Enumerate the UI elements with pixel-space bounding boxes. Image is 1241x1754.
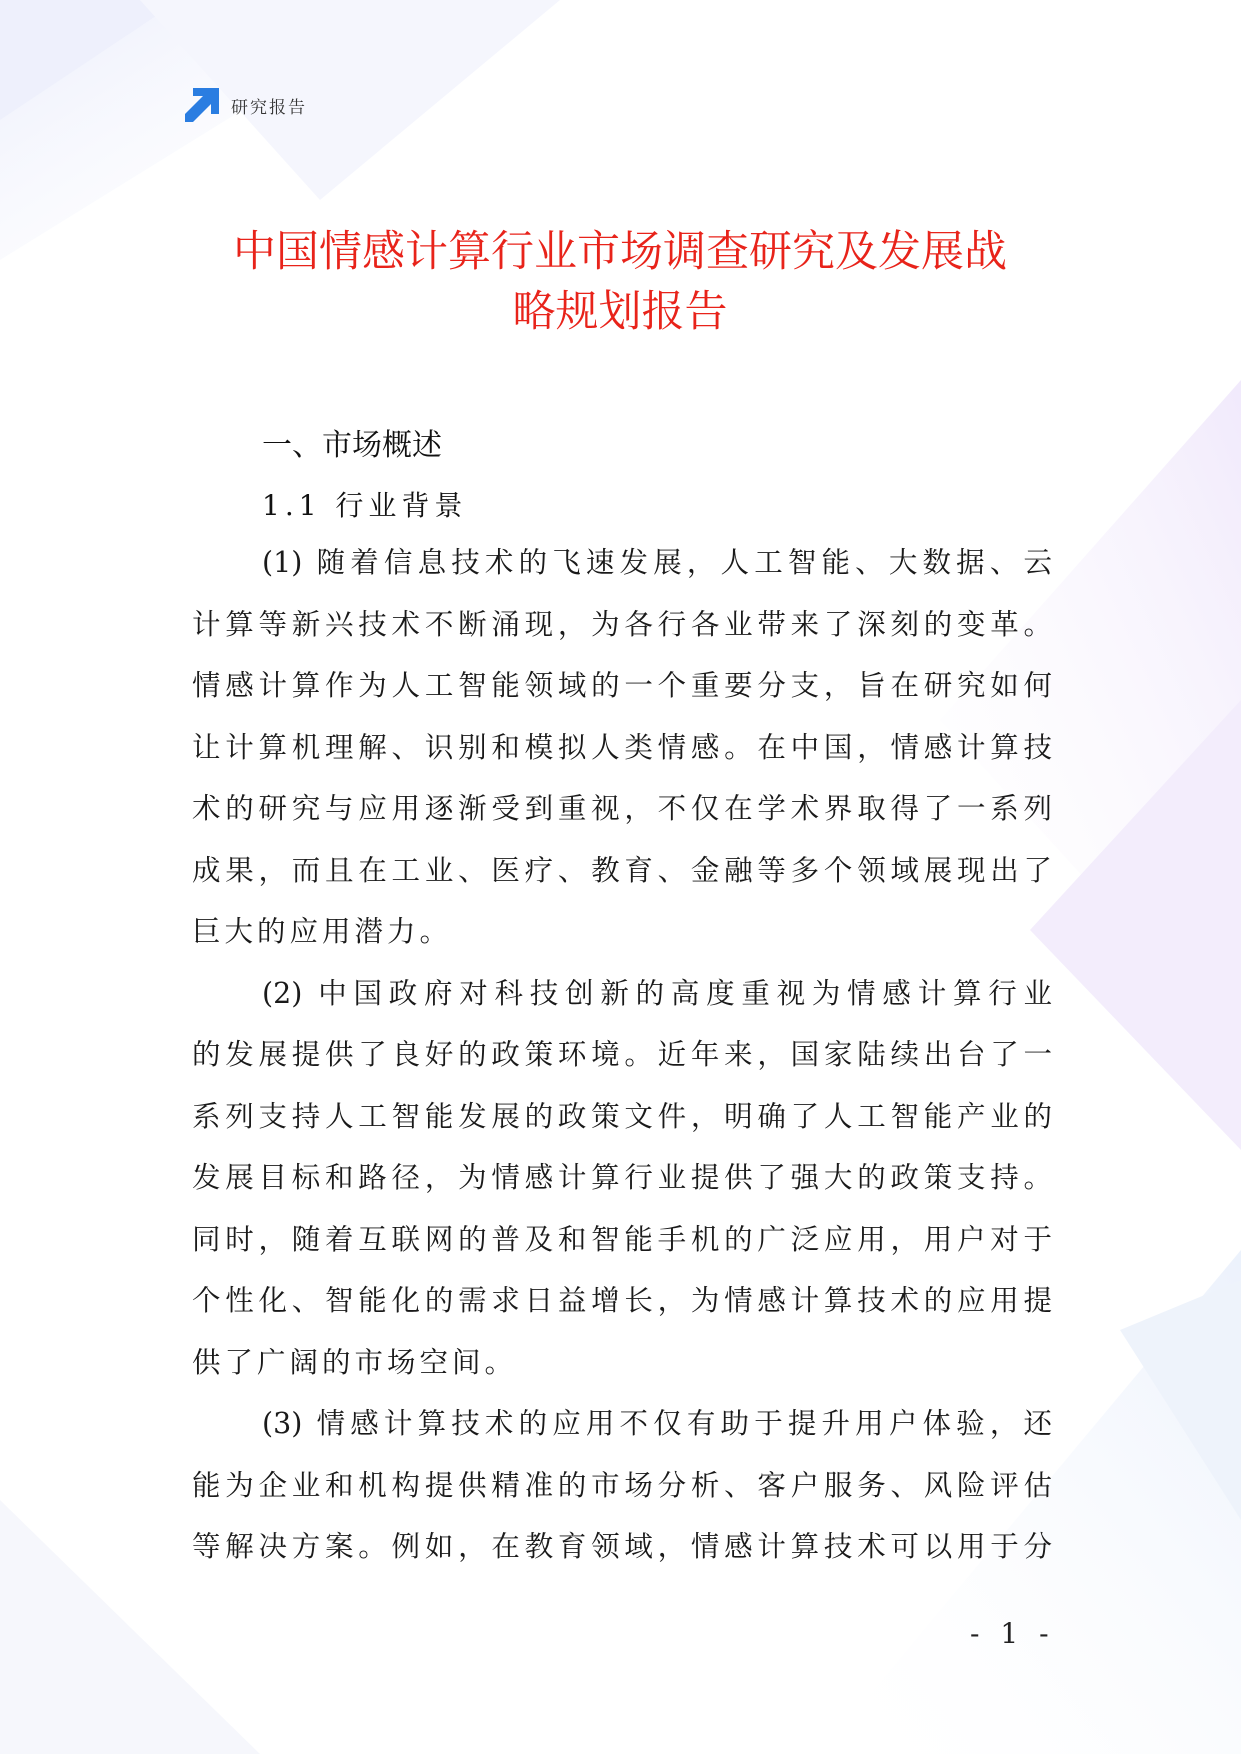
paragraph-line: (3) 情感计算技术的应用不仅有助于提升用户体验，还 xyxy=(262,1407,1052,1440)
subsection-heading: 1.1 行业背景 xyxy=(262,489,468,522)
paragraph-line: 巨大的应用潜力。 xyxy=(192,915,453,948)
paragraph-line: 让计算机理解、识别和模拟人类情感。在中国，情感计算技 xyxy=(192,730,1052,764)
paragraph-line: 术的研究与应用逐渐受到重视，不仅在学术界取得了一系列 xyxy=(192,792,1052,825)
section-heading: 一、市场概述 xyxy=(262,428,442,463)
paragraph-line: 计算等新兴技术不断涌现，为各行各业带来了深刻的变革。 xyxy=(192,607,1052,641)
paragraph-line: (1) 随着信息技术的飞速发展，人工智能、大数据、云 xyxy=(262,546,1052,579)
report-header xyxy=(185,88,307,122)
paragraph-line: 系列支持人工智能发展的政策文件，明确了人工智能产业的 xyxy=(192,1099,1052,1133)
paragraph-line: (2) 中国政府对科技创新的高度重视为情感计算行业 xyxy=(262,976,1052,1010)
body-text xyxy=(192,532,1052,1578)
report-title xyxy=(190,222,1050,342)
paragraph-line: 的发展提供了良好的政策环境。近年来，国家陆续出台了一 xyxy=(192,1038,1052,1071)
paragraph-line: 供了广阔的市场空间。 xyxy=(192,1345,518,1379)
title-line-1: 中国情感计算行业市场调查研究及发展战 xyxy=(233,227,1007,277)
paragraph-line: 情感计算作为人工智能领域的一个重要分支，旨在研究如何 xyxy=(192,669,1052,702)
paragraph-line: 成果，而且在工业、医疗、教育、金融等多个领域展现出了 xyxy=(192,853,1052,887)
page-number: - 1 - xyxy=(970,1617,1055,1650)
paragraph-line: 等解决方案。例如，在教育领域，情感计算技术可以用于分 xyxy=(192,1530,1052,1563)
paragraph-line: 发展目标和路径，为情感计算行业提供了强大的政策支持。 xyxy=(192,1161,1052,1194)
header-label: 研究报告 xyxy=(231,97,307,118)
paragraph-line: 能为企业和机构提供精准的市场分析、客户服务、风险评估 xyxy=(192,1468,1052,1502)
paragraph-line: 个性化、智能化的需求日益增长，为情感计算技术的应用提 xyxy=(192,1284,1052,1317)
paragraph-line: 同时，随着互联网的普及和智能手机的广泛应用，用户对于 xyxy=(192,1222,1052,1256)
title-line-2: 略规划报告 xyxy=(512,287,728,337)
arrow-logo-icon xyxy=(185,88,219,122)
